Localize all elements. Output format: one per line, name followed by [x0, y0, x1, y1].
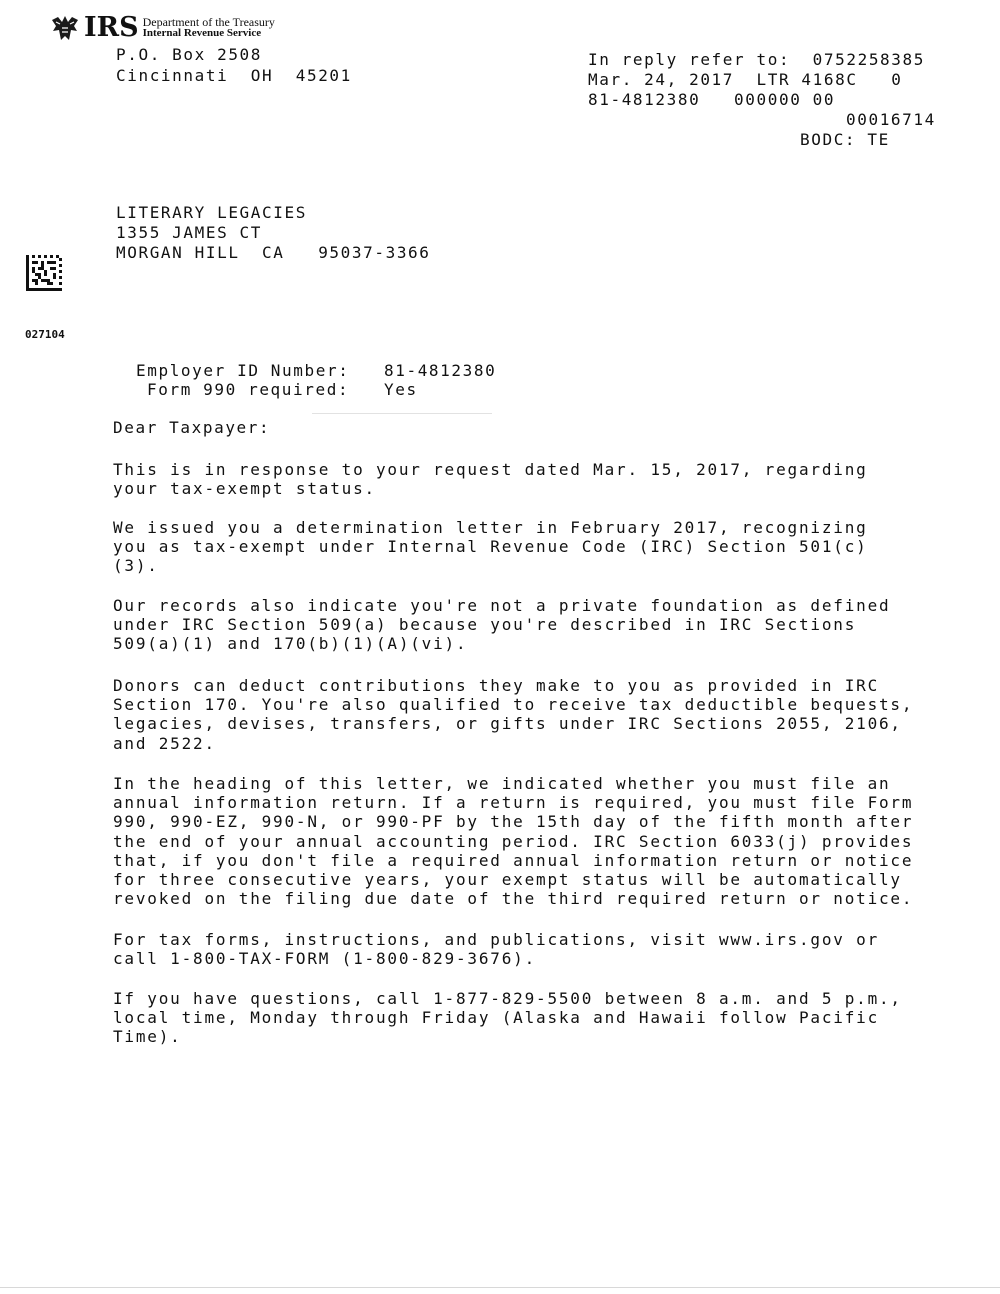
paragraph-tax-forms: For tax forms, instructions, and publications, visit www.irs.gov or call 1-800-TAX-FORM (1-800-829-3676). — [113, 930, 879, 969]
reference-line-4: 00016714 — [846, 110, 936, 129]
salutation: Dear Taxpayer: — [113, 418, 271, 437]
reference-line-1: In reply refer to: 0752258385 — [588, 50, 925, 69]
paragraph-foundation-status: Our records also indicate you're not a private foundation as defined under IRC Section 509(a) because you're described in IRC Sections 509(a)(1) and 170(b)(1)(A)(vi). — [113, 596, 891, 654]
ein-label: Employer ID Number: — [136, 361, 350, 380]
paragraph-request: This is in response to your request dated Mar. 15, 2017, regarding your tax-exempt status. — [113, 460, 868, 499]
scan-artifact-line — [312, 413, 492, 414]
form-990-value: Yes — [384, 380, 418, 399]
paragraph-questions: If you have questions, call 1-877-829-5500 between 8 a.m. and 5 p.m., local time, Monday through Friday (Alaska and Hawaii follow Pacific Time). — [113, 989, 902, 1047]
scan-edge-line — [0, 1287, 1000, 1288]
sender-city-line: Cincinnati OH 45201 — [116, 66, 352, 85]
paragraph-filing-requirements: In the heading of this letter, we indicated whether you must file an annual information return. If a return is required, you must file Form 990, 990-EZ, 990-N, or 990-PF by the 15th day of the fifth month after the end of your annual accounting period. IRC Section 6033(j) provides that, if you don't file a required annual information return or notice for three consecutive years, your exempt status will be automatically revoked on the filing due date of the third required return or notice. — [113, 774, 914, 909]
reference-line-5: BODC: TE — [800, 130, 890, 149]
department-block — [143, 17, 275, 39]
dept-line1: Department of the Treasury — [142, 15, 275, 29]
form-990-label: Form 990 required: — [147, 380, 350, 399]
recipient-name: LITERARY LEGACIES — [116, 203, 307, 222]
recipient-street: 1355 JAMES CT — [116, 223, 263, 242]
eagle-icon — [50, 14, 80, 42]
paragraph-determination: We issued you a determination letter in February 2017, recognizing you as tax-exempt under Internal Revenue Code (IRC) Section 501(c) (3). — [113, 518, 868, 576]
paragraph-donor-deductions: Donors can deduct contributions they make to you as provided in IRC Section 170. You're also qualified to receive tax deductible bequests, legacies, devises, transfers, or gifts under IRC Sections 2055, 2106, and 2522. — [113, 676, 914, 753]
irs-logo — [50, 14, 275, 42]
document-id: 027104 — [25, 328, 65, 341]
dept-line2: Internal Revenue Service — [142, 27, 262, 39]
reference-line-3: 81-4812380 000000 00 — [588, 90, 836, 109]
reference-line-2: Mar. 24, 2017 LTR 4168C 0 — [588, 70, 903, 89]
recipient-city-line: MORGAN HILL CA 95037-3366 — [116, 243, 431, 262]
sender-po-box: P.O. Box 2508 — [116, 45, 263, 64]
agency-abbrev: IRS — [84, 12, 139, 43]
barcode-icon — [26, 255, 62, 291]
ein-value: 81-4812380 — [384, 361, 497, 380]
